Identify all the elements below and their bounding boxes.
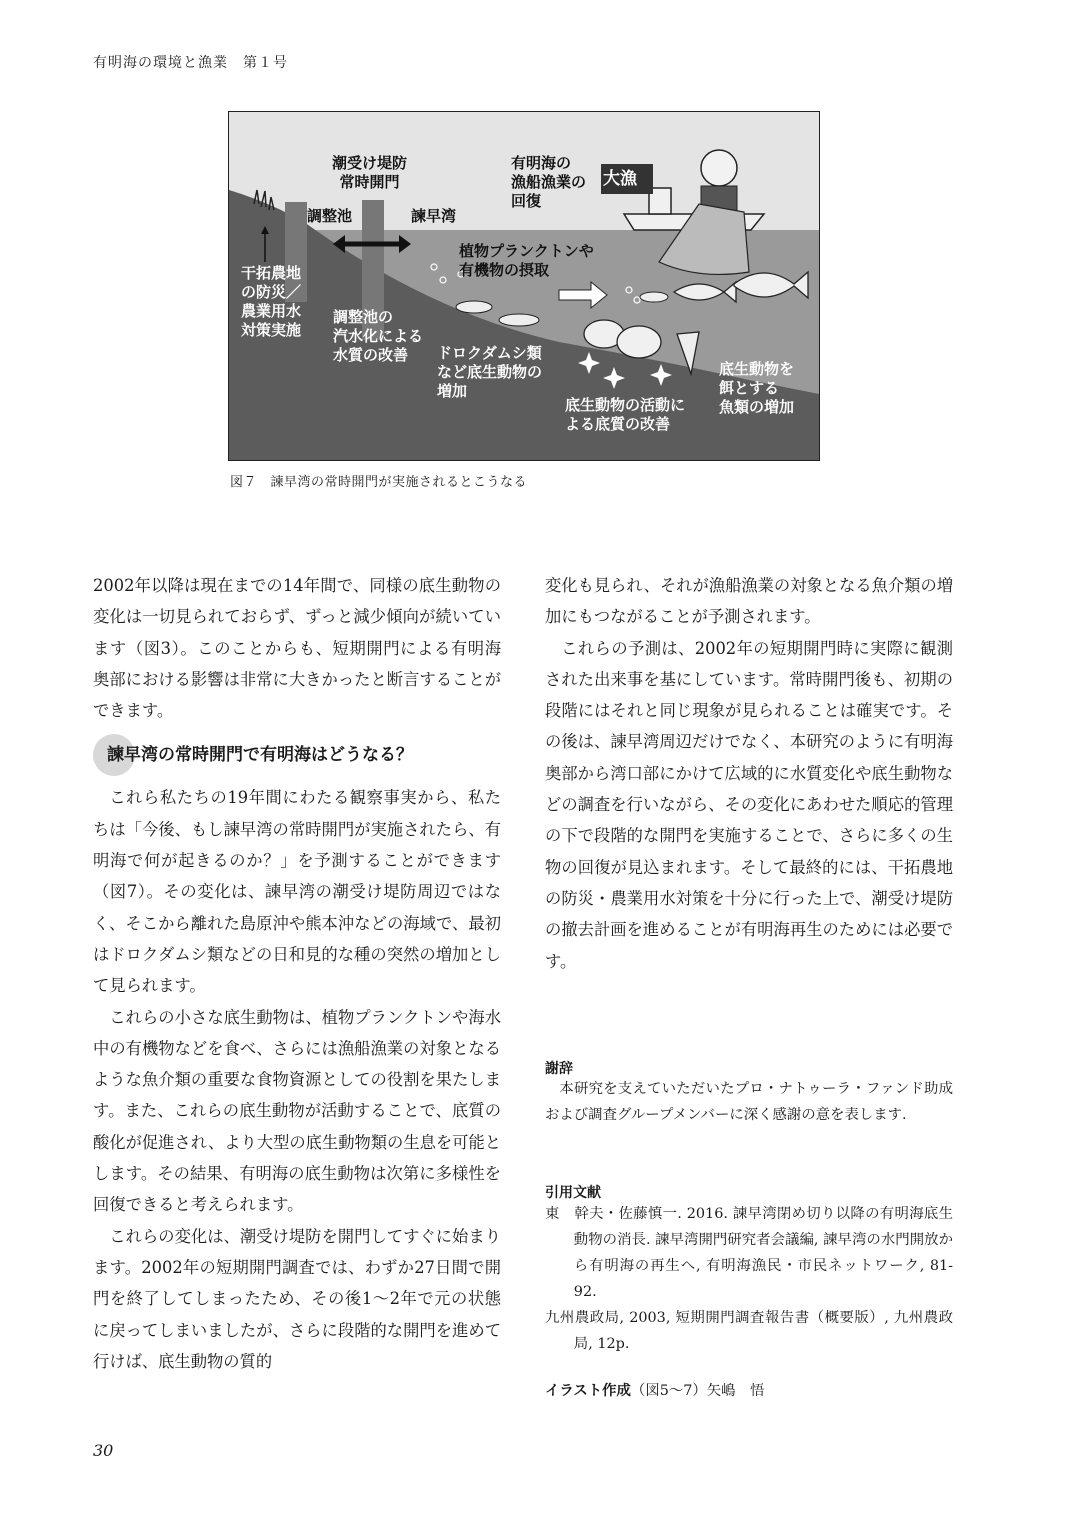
label-sediment: 底生動物の活動に よる底質の改善 <box>565 396 686 433</box>
paragraph: 2002年以降は現在までの14年間で、同様の底生動物の変化は一切見られておらず、ずっと減少傾向が続いています（図3）。このことからも、短期開門による有明海奥部における影響は非常に大きかったと断言することができます。 <box>93 576 501 721</box>
illustration-credit-text: （図5～7）矢嶋 悟 <box>630 1383 765 1399</box>
figure-7 <box>228 111 820 461</box>
paragraph: これらの予測は、2002年の短期開門時に実際に観測された出来事を基にしています。常時開門後も、初期の段階にはそれと同じ現象が見られることは確実です。その後は、諫早湾周辺だけでなく、本研究のように有明海奥部から湾口部にかけて広域的に水質変化や底生動物などの調査を行いながら、その変化にあわせた順応的管理の下で段階的な開門を実施することで、さらに多くの生物の回復が見込まれます。そして最終的には、干拓農地の防災・農業用水対策を十分に行った上で、潮受け堤防の撤去計画を進めることが有明海再生のためには必要です。 <box>545 638 953 971</box>
label-farmland: 干拓農地 の防災／ 農業用水 対策実施 <box>241 264 302 339</box>
paragraph: これら私たちの19年間にわたる観察事実から、私たちは「今後、もし諫早湾の常時開門が実施されたら、有明海で何が起きるのか？」を予測することができます（図7）。その変化は、諫早湾の潮受け堤防周辺ではなく、そこから離れた島原沖や熊本沖などの海域で、最初はドロクダムシ類などの日和見的な種の突然の増加として見られます。 <box>93 788 501 996</box>
page-number: 30 <box>93 1441 114 1460</box>
illustration-credit-label: イラスト作成 <box>545 1383 631 1399</box>
illustration-credit <box>545 1378 953 1404</box>
label-isahaya-bay: 諫早湾 <box>411 207 457 225</box>
figure-caption: 図７ 諫早湾の常時開門が実施されるとこうなる <box>230 475 528 490</box>
label-gate-open: 潮受け堤防 常時開門 <box>332 154 408 191</box>
paragraph: 変化も見られ、それが漁船漁業の対象となる魚介類の増加にもつながることが予測されます。 <box>545 576 954 627</box>
references-title: 引用文献 <box>545 1185 601 1201</box>
reference-item: 九州農政局, 2003, 短期開門調査報告書（概要版）, 九州農政局, 12p. <box>545 1310 953 1352</box>
journal-header: 有明海の環境と漁業 第１号 <box>93 55 288 71</box>
references-list <box>545 1201 953 1357</box>
label-benthos-increase: ドロクダムシ類 など底生動物の 増加 <box>437 344 543 400</box>
paragraph: これらの変化は、潮受け堤防を開門してすぐに始まります。2002年の短期開門調査では、わずか27日間で開門を終了してしまったため、その後1～2年で元の状態に戻ってしまいましたが、さらに段階的な開門を進めて行けば、底生動物の質的 <box>93 1226 501 1371</box>
label-fishery-recovery: 有明海の 漁船漁業の 回復 <box>511 154 587 210</box>
section-heading-text: 諫早湾の常時開門で有明海はどうなる？ <box>107 745 413 766</box>
label-choseichi: 調整池 <box>307 207 353 225</box>
left-column <box>93 570 501 1377</box>
right-column <box>545 570 953 977</box>
reference-item: 東 幹夫・佐藤慎一. 2016. 諫早湾閉め切り以降の有明海底生動物の消長. 諫早湾開門研究者会議編, 諫早湾の水門開放から有明海の再生へ, 有明海漁民・市民ネットワーク, 81-92. <box>545 1206 953 1300</box>
acknowledgment-text: 本研究を支えていただいたプロ・ナトゥーラ・ファンド助成および調査グループメンバーに深く感謝の意を表します. <box>545 1081 953 1123</box>
section-heading <box>93 738 501 772</box>
paragraph: これらの小さな底生動物は、植物プランクトンや海水中の有機物などを食べ、さらには漁船漁業の対象となるような魚介類の重要な食物資源としての役割を果たします。また、これらの底生動物が活動することで、底質の酸化が促進され、より大型の底生動物類の生息を可能とします。その結果、有明海の底生動物は次第に多様性を回復できると考えられます。 <box>93 1007 502 1215</box>
label-plankton: 植物プランクトンや 有機物の摂取 <box>459 242 594 279</box>
label-boat-flag: 大漁 <box>603 169 637 189</box>
label-brackish: 調整池の 汽水化による 水質の改善 <box>333 308 424 364</box>
acknowledgment-title: 謝辞 <box>545 1061 573 1077</box>
label-fish-increase: 底生動物を 餌とする 魚類の増加 <box>719 360 795 416</box>
